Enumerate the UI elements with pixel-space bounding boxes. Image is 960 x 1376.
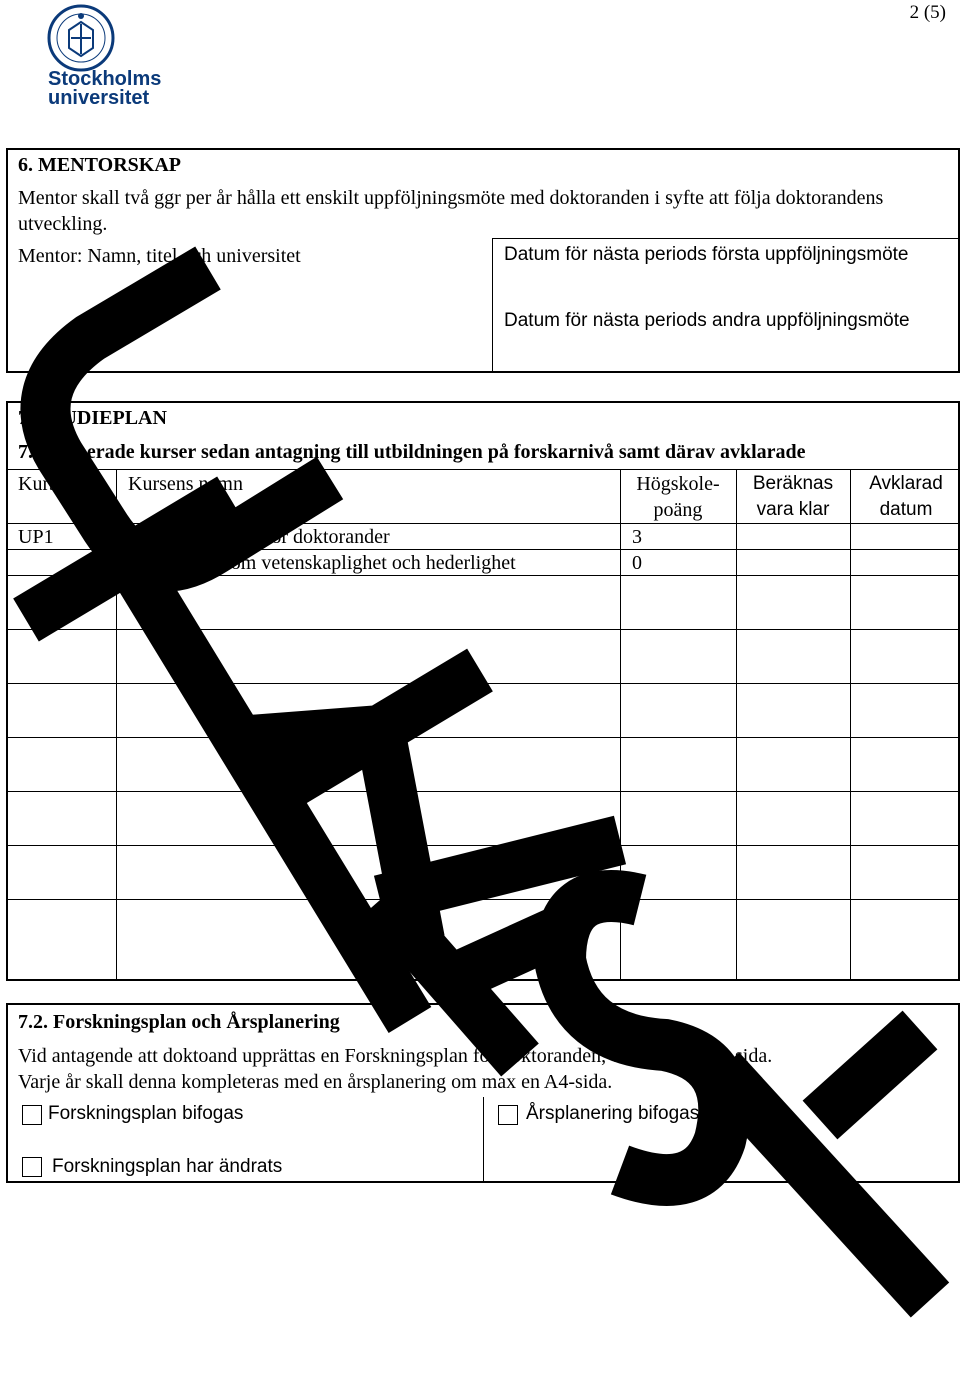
col-header-hp-line2: poäng: [653, 499, 703, 521]
forskningsplan-bifogas-checkbox[interactable]: [22, 1105, 42, 1125]
row-rule-9: [8, 899, 960, 900]
col-divider-3: [736, 469, 737, 981]
course-table-top-rule: [8, 469, 960, 470]
row-1-hp: 3: [632, 526, 642, 548]
section-7-1-subtitle: 7.1 Planerade kurser sedan antagning till utbildningen på forskarnivå samt därav avklarade: [18, 441, 806, 463]
forskningsplan-divider: [483, 1097, 484, 1183]
forskningsplan-text-1: Vid antagende att doktoand upprättas en Forskningsplan för doktoranden, om max en A4-sida.: [18, 1045, 773, 1067]
row-2-hp: 0: [632, 552, 642, 574]
page-number: 2 (5): [909, 2, 946, 23]
university-logo: [44, 4, 174, 112]
col-divider-1: [116, 469, 117, 981]
col-header-hp-line1: Högskole-: [636, 473, 720, 495]
mentorskap-section: [6, 148, 960, 373]
row-rule-5: [8, 683, 960, 684]
col-header-klar: [736, 471, 850, 523]
row-rule-4: [8, 629, 960, 630]
first-meeting-label: Datum för nästa periods första uppföljningsmöte: [504, 244, 909, 265]
forskningsplan-andrats-checkbox[interactable]: [22, 1157, 42, 1177]
col-header-kurskod: Kurskod: [18, 473, 87, 495]
col-header-klar-line1: Beräknas: [752, 473, 834, 494]
col-header-avklarad: [850, 471, 960, 523]
row-rule-7: [8, 791, 960, 792]
mentorskap-intro: Mentor skall två ggr per år hålla ett enskilt uppföljningsmöte med doktoranden i syfte att följa doktorandens utveckling.: [18, 187, 884, 235]
col-header-hp: [620, 471, 736, 523]
row-rule-6: [8, 737, 960, 738]
mentorskap-top-rule: [492, 238, 960, 239]
section-7-2-title: 7.2. Forskningsplan och Årsplanering: [18, 1011, 340, 1033]
col-header-avklarad-line2: datum: [879, 499, 933, 520]
arsplanering-bifogas-checkbox[interactable]: [498, 1105, 518, 1125]
logo-line-2: universitet: [48, 87, 150, 109]
col-header-avklarad-line1: Avklarad: [869, 473, 943, 494]
forskningsplan-bifogas-label: Forskningsplan bifogas: [48, 1103, 244, 1124]
section-7-title: 7. STUDIEPLAN: [18, 407, 167, 429]
col-header-kursnamn: Kursens namn: [128, 473, 243, 495]
mentor-name-label: Mentor: Namn, titel och universitet: [18, 245, 301, 267]
row-1-code: UP1: [18, 526, 54, 548]
col-divider-2: [620, 469, 621, 981]
col-divider-4: [850, 469, 851, 981]
second-meeting-label: Datum för nästa periods andra uppföljningsmöte: [504, 310, 910, 331]
col-header-klar-line2: vara klar: [756, 499, 830, 520]
row-1-name: Pedagogisk kurs för doktorander: [128, 526, 390, 548]
row-2-name: Seminarium om vetenskaplighet och hederlighet: [128, 552, 516, 574]
logo-line-1: Stockholms: [48, 68, 162, 90]
studieplan-section: [6, 401, 960, 981]
forskningsplan-andrats-label: Forskningsplan har ändrats: [52, 1156, 283, 1177]
section-6-title: 6. MENTORSKAP: [18, 154, 181, 176]
arsplanering-bifogas-label: Årsplanering bifogas: [526, 1103, 700, 1124]
mentorskap-divider: [492, 238, 493, 373]
row-rule-8: [8, 845, 960, 846]
forskningsplan-text-2: Varje år skall denna kompleteras med en årsplanering om max en A4-sida.: [18, 1071, 613, 1093]
forskningsplan-section: [6, 1003, 960, 1183]
